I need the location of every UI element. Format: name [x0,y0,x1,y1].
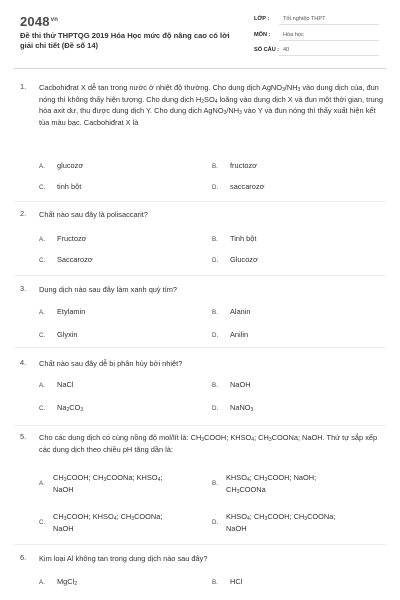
option-text: Saccarozơ [57,255,93,264]
option-text-line1: $CH_3COOH$; $KHSO_4$; $CH_3COONa$; [53,512,163,522]
meta-underline [279,55,379,56]
question-number: 2. [20,209,27,218]
question-4 [20,358,385,418]
option-d[interactable] [212,511,377,535]
option-d[interactable] [212,403,253,412]
option-label: A. [39,309,45,316]
option-text: NaCl [57,380,74,389]
option-text: MgCl$_2$ [57,577,78,587]
question-2 [20,209,385,269]
logo-text: 2048 [20,14,50,29]
question-text: Kim loại Al không tan trong dung dịch nào sau đây? [39,554,208,563]
option-d[interactable] [212,255,258,264]
option-text-wrap [53,511,162,534]
option-text: glucozơ [57,161,84,170]
option-label: D. [212,405,219,412]
question-text: Cho các dung dịch có cùng nồng độ mol/lít là: $CH_3COOH$; $KHSO_4$; $CH_3COONa$; NaOH. Thứ tự sắp xếp các dung dịch theo chiều pH tăng dần là: [39,433,378,454]
question-number: 3. [20,284,27,293]
header-divider [14,68,386,69]
option-text-line1: $KHSO_4$; $CH_3COOH$; NaOH; [226,473,317,483]
option-text: fructozơ [230,161,258,170]
option-label: B. [212,579,218,586]
option-text-line2: NaOH [226,523,247,533]
question-1 [20,82,385,202]
option-text-line2: NaOH [53,523,74,533]
option-b[interactable] [212,234,256,243]
option-label: B. [212,163,218,170]
option-b[interactable] [212,161,257,170]
question-number: 4. [20,358,27,367]
meta-grade-key: LỚP : [254,16,270,22]
option-text-line1: $CH_3COOH$; $CH_3COONa$; $KHSO_4$; [53,473,163,483]
option-c[interactable] [39,255,93,264]
option-c[interactable] [39,403,83,412]
option-text: HCl [230,577,243,586]
option-text-wrap [53,472,162,495]
logo-suffix: vn [50,16,59,23]
option-label: A. [39,236,45,243]
option-label: B. [212,480,218,487]
option-d[interactable] [212,330,248,339]
option-text-line2: NaOH [53,484,74,494]
option-label: B. [212,236,218,243]
option-c[interactable] [39,511,204,535]
option-c[interactable] [39,330,78,339]
option-label: D. [212,519,219,526]
meta-underline [279,40,379,41]
option-a[interactable] [39,472,204,496]
option-text: NaOH [230,380,251,389]
question-number: 5. [20,432,27,441]
meta-count-value: 40 [283,47,290,53]
option-text: Etylamin [57,307,86,316]
document-header [0,0,400,70]
question-text: Chất nào sau đây là polisaccarit? [39,210,148,219]
question-text: Dung dịch nào sau đây làm xanh quỳ tím? [39,285,178,294]
meta-count-key: SỐ CÂU : [254,47,280,53]
option-label: C. [39,405,46,412]
option-text: $Na_2CO_3$ [57,403,84,413]
option-a[interactable] [39,234,87,243]
option-label: D. [212,184,219,191]
option-label: C. [39,519,46,526]
option-b[interactable] [212,577,242,586]
option-d[interactable] [212,182,264,191]
option-text-wrap [226,472,316,495]
meta-subject-value: Hóa học [283,32,304,38]
question-3 [20,284,385,344]
option-a[interactable] [39,161,83,170]
option-b[interactable] [212,380,251,389]
option-text: NaNO$_3$ [230,403,254,413]
option-label: A. [39,480,45,487]
question-separator [14,275,386,276]
question-separator [14,425,386,426]
option-label: A. [39,579,45,586]
option-label: C. [39,257,46,264]
question-separator [14,201,386,202]
option-text: Fructozơ [57,234,87,243]
option-text-line1: $KHSO_4$; $CH_3COOH$; $CH_3COONa$; [226,512,336,522]
question-6 [20,553,385,598]
question-text: Chất nào sau đây dễ bị phân hủy bởi nhiệt? [39,359,183,368]
option-b[interactable] [212,472,377,496]
meta-underline [279,24,379,25]
option-text: Glucozơ [230,255,258,264]
question-text: Cacbohiđrat X dễ tan trong nước ở nhiệt độ thường. Cho dung dịch $AgNO_3/NH_3$ vào dung dịch của, đun nóng thì không thấy hiện tượng. Cho dung dịch $H_2SO_4$ loãng vào dung dịch X và đun một thời gian, trung hòa axit dư, thu được dung dịch Y. Cho dung dịch $AgNO_3/NH_3$ vào Y và đun nóng thì thấy xuất hiện kết tủa màu bạc. Cacbohiđrat X là [39,83,383,127]
option-a[interactable] [39,307,85,316]
option-text: tinh bột [57,182,82,191]
question-separator [14,347,386,348]
option-label: C. [39,184,46,191]
option-label: B. [212,309,218,316]
option-c[interactable] [39,182,81,191]
option-text: Anilin [230,330,249,339]
option-text-line2: $CH_3COONa$ [226,484,266,495]
option-a[interactable] [39,380,73,389]
option-label: D. [212,257,219,264]
option-b[interactable] [212,307,251,316]
option-label: B. [212,382,218,389]
question-number: 6. [20,553,27,562]
option-text: Tinh bột [230,234,257,243]
meta-subject-key: MÔN : [254,32,271,38]
option-text: Alanin [230,307,251,316]
option-label: A. [39,382,45,389]
meta-grade-value: Tốt nghiệp THPT [283,16,326,22]
exam-title: Đề thi thử THPTQG 2019 Hóa Học mức độ nâng cao có lời giải chi tiết (Đề số 14) [20,31,230,50]
option-text: Glyxin [57,330,78,339]
option-label: D. [212,332,219,339]
question-5 [20,432,385,542]
option-a[interactable] [39,577,77,586]
option-text-wrap [226,511,335,534]
option-text: saccarozơ [230,182,265,191]
option-label: A. [39,163,45,170]
question-separator [14,544,386,545]
option-label: C. [39,332,46,339]
question-number: 1. [20,82,27,91]
site-logo[interactable] [20,14,58,29]
